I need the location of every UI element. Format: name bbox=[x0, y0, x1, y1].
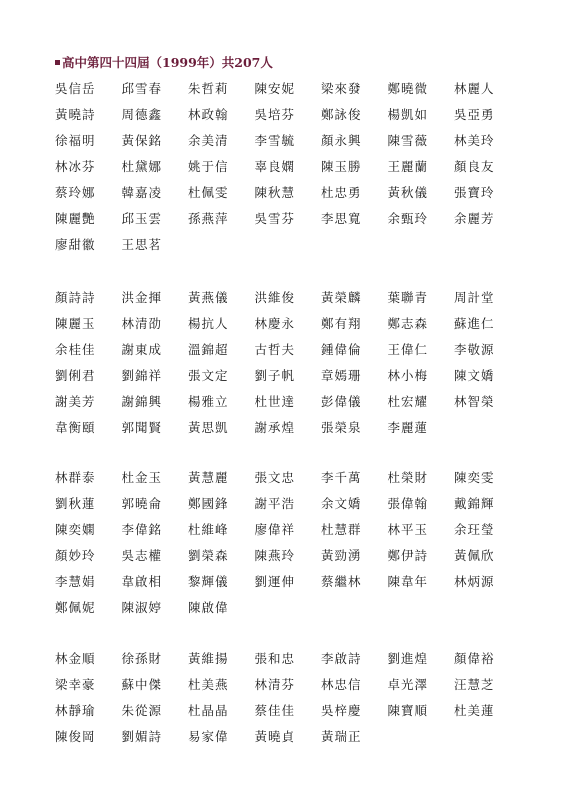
name-entry: 徐福明 bbox=[55, 133, 96, 148]
name-entry: 黃曉貞 bbox=[254, 729, 296, 744]
name-grid bbox=[55, 470, 521, 626]
name-entry: 梁幸豪 bbox=[55, 677, 96, 692]
name-entry: 謝錦興 bbox=[121, 394, 163, 409]
name-entry: 劉媚詩 bbox=[121, 729, 163, 744]
name-entry: 劉榮森 bbox=[188, 548, 229, 563]
name-entry: 余文嬌 bbox=[321, 496, 362, 511]
name-entry: 姚于信 bbox=[188, 159, 229, 174]
name-grid bbox=[55, 81, 521, 263]
name-entry: 林政翰 bbox=[188, 107, 229, 122]
name-entry: 李思寬 bbox=[321, 211, 362, 226]
name-entry: 林美玲 bbox=[454, 133, 495, 148]
name-entry: 林慶永 bbox=[254, 316, 296, 331]
name-entry: 鄭有翔 bbox=[321, 316, 362, 331]
name-entry: 劉秋蓮 bbox=[55, 496, 96, 511]
name-entry: 謝承煌 bbox=[254, 420, 296, 435]
name-entry: 林忠信 bbox=[321, 677, 362, 692]
name-group-1 bbox=[55, 81, 521, 263]
name-group-4 bbox=[55, 651, 521, 755]
name-entry: 楊雅立 bbox=[188, 394, 229, 409]
name-entry: 周德鑫 bbox=[121, 107, 163, 122]
name-entry: 黃慧麗 bbox=[188, 470, 229, 485]
name-entry: 葉聯青 bbox=[387, 290, 429, 305]
bullet-square-icon bbox=[55, 60, 60, 65]
name-entry: 蔡佳佳 bbox=[254, 703, 296, 718]
name-entry: 杜榮財 bbox=[387, 470, 429, 485]
name-entry: 杜黛娜 bbox=[121, 159, 163, 174]
name-entry: 吳亞勇 bbox=[454, 107, 495, 122]
name-entry: 邱玉雲 bbox=[121, 211, 163, 226]
name-entry: 林麗人 bbox=[454, 81, 495, 96]
name-entry: 鄭志森 bbox=[387, 316, 429, 331]
name-entry: 杜維峰 bbox=[188, 522, 229, 537]
name-entry: 張和忠 bbox=[254, 651, 296, 666]
name-entry: 梁來發 bbox=[321, 81, 362, 96]
name-entry: 韋啟相 bbox=[121, 574, 163, 589]
name-entry: 李麗蓮 bbox=[387, 420, 429, 435]
name-entry: 張文忠 bbox=[254, 470, 296, 485]
name-entry: 杜晶晶 bbox=[188, 703, 229, 718]
name-entry: 黃保銘 bbox=[121, 133, 163, 148]
name-entry: 杜世達 bbox=[254, 394, 296, 409]
name-entry: 劉俐君 bbox=[55, 368, 96, 383]
name-entry: 陳奕嫻 bbox=[55, 522, 96, 537]
name-entry: 顏永興 bbox=[321, 133, 362, 148]
name-entry: 朱從源 bbox=[121, 703, 163, 718]
name-entry: 顏偉裕 bbox=[454, 651, 495, 666]
name-entry: 陳淑婷 bbox=[121, 600, 163, 615]
name-entry: 陳奕雯 bbox=[454, 470, 495, 485]
name-entry: 張偉翰 bbox=[387, 496, 429, 511]
name-entry: 邱雪春 bbox=[121, 81, 163, 96]
name-entry: 張文定 bbox=[188, 368, 229, 383]
name-entry: 余美清 bbox=[188, 133, 229, 148]
name-entry: 郭曉侖 bbox=[121, 496, 163, 511]
name-entry: 王思茗 bbox=[121, 237, 163, 252]
name-entry: 杜忠勇 bbox=[321, 185, 362, 200]
name-entry: 王麗蘭 bbox=[387, 159, 429, 174]
name-entry: 蔡玲娜 bbox=[55, 185, 96, 200]
name-group-3 bbox=[55, 470, 521, 626]
section-heading bbox=[55, 53, 273, 71]
name-entry: 蘇中傑 bbox=[121, 677, 163, 692]
name-entry: 孫燕萍 bbox=[188, 211, 229, 226]
name-entry: 陳啟偉 bbox=[188, 600, 229, 615]
name-entry: 黃燕儀 bbox=[188, 290, 229, 305]
name-entry: 韋衡頤 bbox=[55, 420, 96, 435]
name-entry: 朱哲莉 bbox=[188, 81, 229, 96]
name-entry: 杜佩雯 bbox=[188, 185, 229, 200]
name-grid bbox=[55, 651, 521, 755]
name-entry: 李偉銘 bbox=[121, 522, 163, 537]
name-entry: 章嫣珊 bbox=[321, 368, 362, 383]
name-entry: 郭聞賢 bbox=[121, 420, 163, 435]
name-entry: 李千萬 bbox=[321, 470, 362, 485]
name-entry: 鄭伊詩 bbox=[387, 548, 429, 563]
name-entry: 林智榮 bbox=[454, 394, 495, 409]
name-entry: 李啟詩 bbox=[321, 651, 362, 666]
name-entry: 汪慧芝 bbox=[454, 677, 495, 692]
name-entry: 陳秋慧 bbox=[254, 185, 296, 200]
name-entry: 戴錦輝 bbox=[454, 496, 495, 511]
name-entry: 鄭國鋒 bbox=[188, 496, 229, 511]
name-entry: 杜金玉 bbox=[121, 470, 163, 485]
name-entry: 陳文嬌 bbox=[454, 368, 495, 383]
name-entry: 李慧娟 bbox=[55, 574, 96, 589]
name-entry: 謝平浩 bbox=[254, 496, 296, 511]
name-entry: 易家偉 bbox=[188, 729, 229, 744]
name-entry: 林清劭 bbox=[121, 316, 163, 331]
heading-text: 高中第四十四屆（1999年）共207人 bbox=[62, 55, 273, 70]
name-entry: 顏妙玲 bbox=[55, 548, 96, 563]
name-group-2 bbox=[55, 290, 521, 446]
name-entry: 吳志權 bbox=[121, 548, 163, 563]
name-entry: 黃秋儀 bbox=[387, 185, 429, 200]
name-entry: 廖偉祥 bbox=[254, 522, 296, 537]
name-entry: 鍾偉倫 bbox=[321, 342, 362, 357]
name-entry: 陳燕玲 bbox=[254, 548, 296, 563]
name-entry: 林金順 bbox=[55, 651, 96, 666]
name-entry: 洪金揮 bbox=[121, 290, 163, 305]
name-entry: 林冰芬 bbox=[55, 159, 96, 174]
name-entry: 林小梅 bbox=[387, 368, 429, 383]
name-entry: 蔡繼林 bbox=[321, 574, 362, 589]
name-entry: 吳雪芬 bbox=[254, 211, 296, 226]
name-entry: 鄭佩妮 bbox=[55, 600, 96, 615]
name-entry: 陳麗玉 bbox=[55, 316, 96, 331]
name-entry: 黎輝儀 bbox=[188, 574, 229, 589]
name-entry: 陳雪薇 bbox=[387, 133, 429, 148]
name-entry: 鄭詠俊 bbox=[321, 107, 362, 122]
name-entry: 黃勁湧 bbox=[321, 548, 362, 563]
name-entry: 林清芬 bbox=[254, 677, 296, 692]
name-entry: 李敬源 bbox=[454, 342, 495, 357]
name-entry: 吳培芬 bbox=[254, 107, 296, 122]
name-entry: 李雪毓 bbox=[254, 133, 296, 148]
name-entry: 陳韋年 bbox=[387, 574, 429, 589]
name-entry: 謝東成 bbox=[121, 342, 163, 357]
name-entry: 吳信岳 bbox=[55, 81, 96, 96]
name-entry: 謝美芳 bbox=[55, 394, 96, 409]
name-entry: 黃榮麟 bbox=[321, 290, 362, 305]
name-entry: 卓光澤 bbox=[387, 677, 429, 692]
name-entry: 楊凱如 bbox=[387, 107, 429, 122]
name-entry: 顏詩詩 bbox=[55, 290, 96, 305]
name-entry: 林靜瑜 bbox=[55, 703, 96, 718]
name-grid bbox=[55, 290, 521, 446]
name-entry: 林炳源 bbox=[454, 574, 495, 589]
name-entry: 楊抗人 bbox=[188, 316, 229, 331]
name-entry: 林群泰 bbox=[55, 470, 96, 485]
name-entry: 劉進煌 bbox=[387, 651, 429, 666]
name-entry: 顏良友 bbox=[454, 159, 495, 174]
name-entry: 韓嘉凌 bbox=[121, 185, 163, 200]
name-entry: 杜宏耀 bbox=[387, 394, 429, 409]
name-entry: 辜良嫻 bbox=[254, 159, 296, 174]
name-entry: 黃思凱 bbox=[188, 420, 229, 435]
name-entry: 張寶玲 bbox=[454, 185, 495, 200]
name-entry: 黃瑞正 bbox=[321, 729, 362, 744]
name-entry: 余甄玲 bbox=[387, 211, 429, 226]
name-entry: 黃維揚 bbox=[188, 651, 229, 666]
name-entry: 杜慧群 bbox=[321, 522, 362, 537]
name-entry: 周計堂 bbox=[454, 290, 495, 305]
name-entry: 溫錦超 bbox=[188, 342, 229, 357]
name-entry: 吳梓慶 bbox=[321, 703, 362, 718]
name-entry: 余玨瑩 bbox=[454, 522, 495, 537]
name-entry: 陳麗艷 bbox=[55, 211, 96, 226]
name-entry: 陳俊岡 bbox=[55, 729, 96, 744]
name-entry: 林平玉 bbox=[387, 522, 429, 537]
name-entry: 廖甜徽 bbox=[55, 237, 96, 252]
name-entry: 劉子帆 bbox=[254, 368, 296, 383]
name-entry: 陳寶順 bbox=[387, 703, 429, 718]
name-entry: 劉運伸 bbox=[254, 574, 296, 589]
name-entry: 杜美蓮 bbox=[454, 703, 495, 718]
name-entry: 余麗芳 bbox=[454, 211, 495, 226]
name-entry: 彭偉儀 bbox=[321, 394, 362, 409]
name-entry: 古哲夫 bbox=[254, 342, 296, 357]
name-entry: 杜美燕 bbox=[188, 677, 229, 692]
name-entry: 鄭曉微 bbox=[387, 81, 429, 96]
name-entry: 余桂佳 bbox=[55, 342, 96, 357]
name-entry: 張榮泉 bbox=[321, 420, 362, 435]
name-entry: 陳玉勝 bbox=[321, 159, 362, 174]
name-entry: 徐孫財 bbox=[121, 651, 163, 666]
name-entry: 王偉仁 bbox=[387, 342, 429, 357]
name-entry: 蘇進仁 bbox=[454, 316, 495, 331]
name-entry: 黃佩欣 bbox=[454, 548, 495, 563]
name-entry: 洪維俊 bbox=[254, 290, 296, 305]
name-entry: 黃曉詩 bbox=[55, 107, 96, 122]
name-entry: 劉錦祥 bbox=[121, 368, 163, 383]
name-entry: 陳安妮 bbox=[254, 81, 296, 96]
